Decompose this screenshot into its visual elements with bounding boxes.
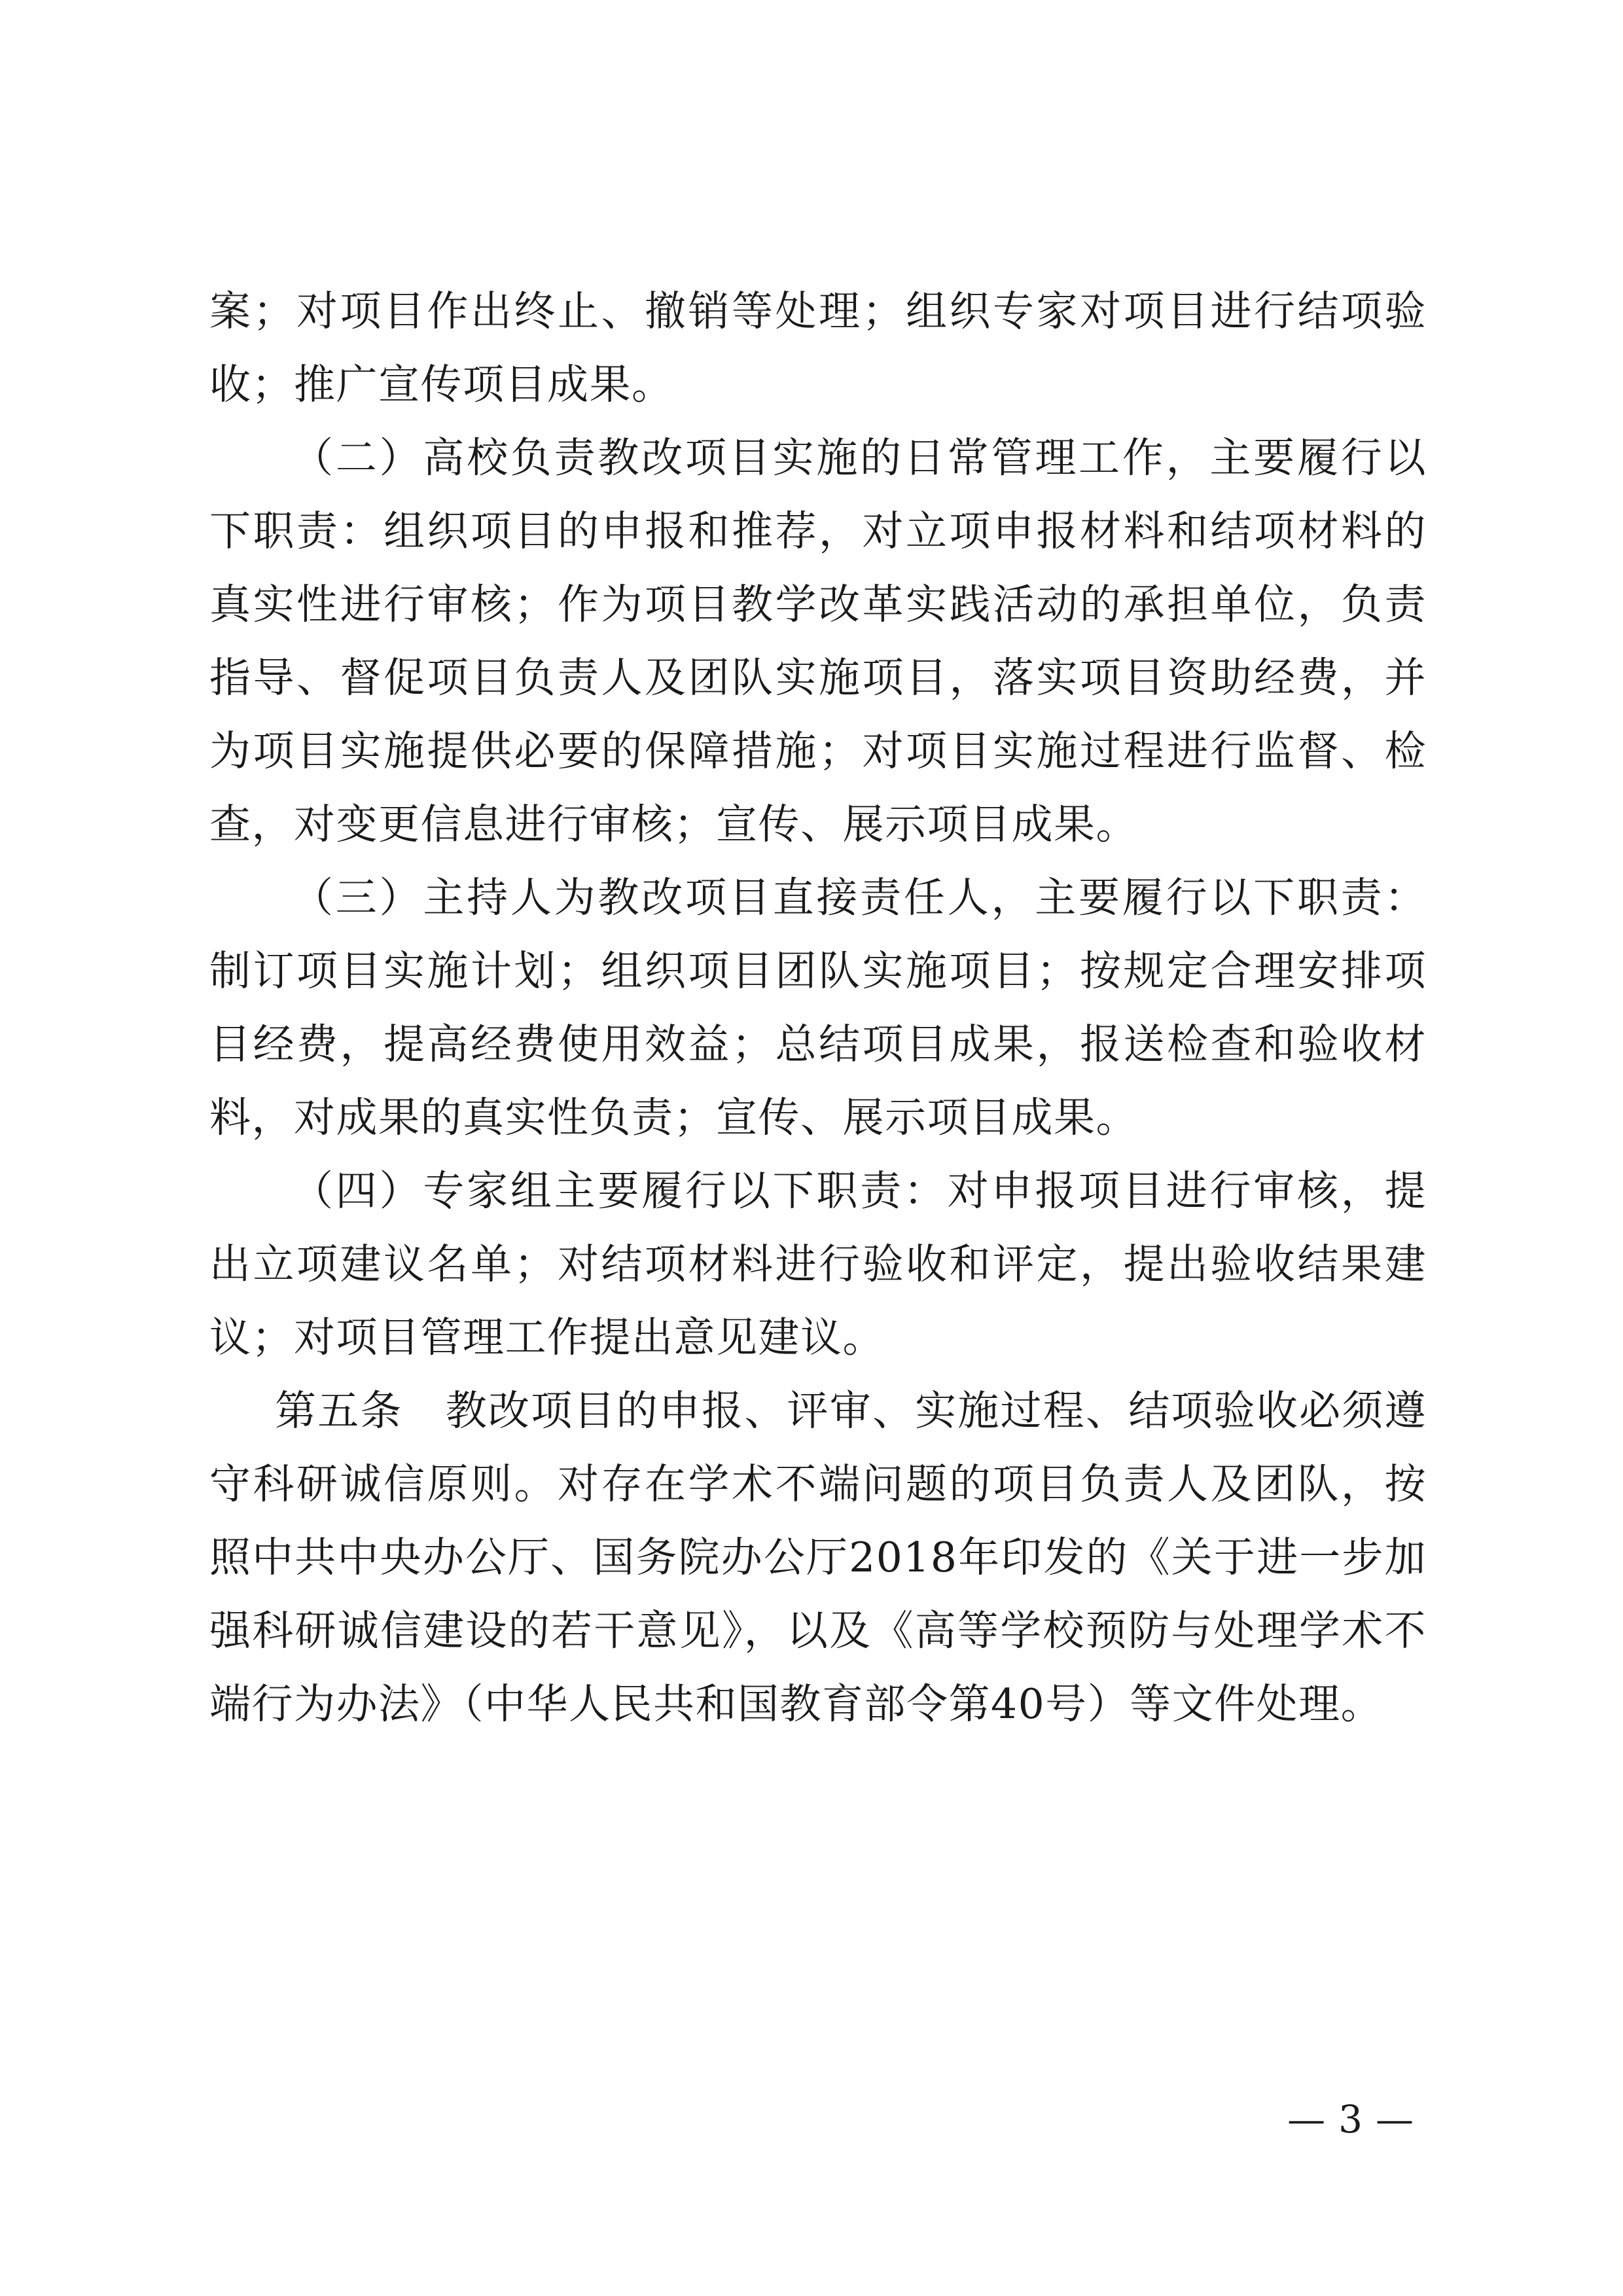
paragraph-article-five: 第五条 教改项目的申报、评审、实施过程、结项验收必须遵守科研诚信原则。对存在学术不端问题的项目负责人及团队，按照中共中央办公厅、国务院办公厅2018年印发的《关于进一步加强科研诚信建设的若干意见》，以及《高等学校预防与处理学术不端行为办法》（中华人民共和国教育部令第40号）等文件处理。 xyxy=(209,1387,1427,1728)
paragraph-clause-two: （二）高校负责教改项目实施的日常管理工作，主要履行以下职责：组织项目的申报和推荐，对立项申报材料和结项材料的真实性进行审核；作为项目教学改革实践活动的承担单位，负责指导、督促项目负责人及团队实施项目，落实项目资助经费，并为项目实施提供必要的保障措施；对项目实施过程进行监督、检查，对变更信息进行审核；宣传、展示项目成果。 xyxy=(209,434,1427,848)
paragraph-clause-three: （三）主持人为教改项目直接责任人，主要履行以下职责：制订项目实施计划；组织项目团队实施项目；按规定合理安排项目经费，提高经费使用效益；总结项目成果，报送检查和验收材料，对成果的真实性负责；宣传、展示项目成果。 xyxy=(209,874,1427,1141)
page-number-dash-right: — xyxy=(1376,2097,1418,2142)
paragraph-continuation: 案；对项目作出终止、撤销等处理；组织专家对项目进行结项验收；推广宣传项目成果。 xyxy=(209,287,1427,408)
paragraph-clause-four: （四）专家组主要履行以下职责：对申报项目进行审核，提出立项建议名单；对结项材料进行验收和评定，提出验收结果建议；对项目管理工作提出意见建议。 xyxy=(209,1167,1427,1361)
page-number-dash-left: — xyxy=(1287,2097,1330,2142)
page-number xyxy=(1278,2097,1427,2142)
document-body xyxy=(209,275,1427,1741)
page-number-value: 3 xyxy=(1338,2097,1366,2142)
